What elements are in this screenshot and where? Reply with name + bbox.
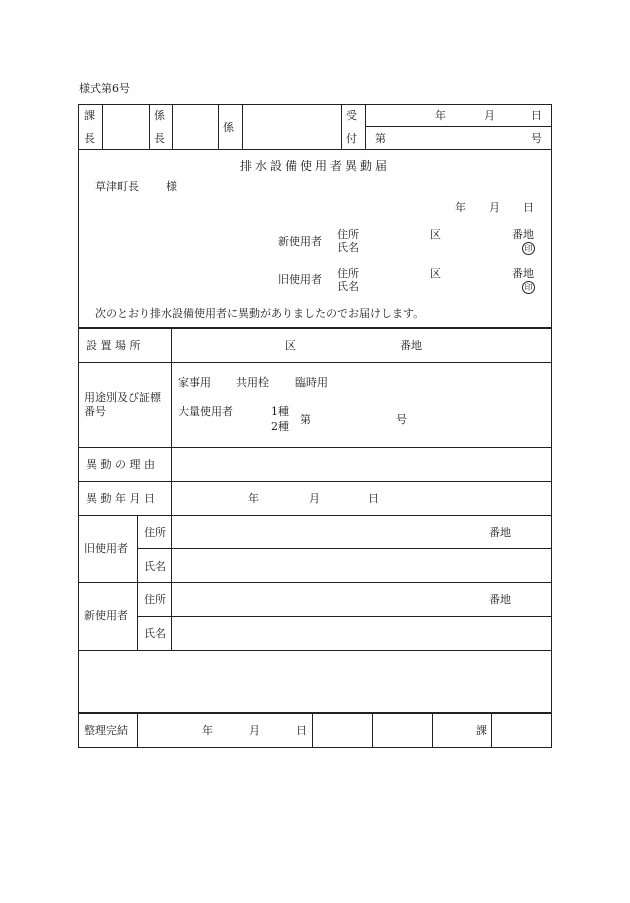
receipt-month: 月 — [484, 109, 495, 122]
kakari-label: 係 — [154, 109, 165, 122]
old-user-banchi: 番地 — [512, 267, 534, 280]
old-user-name-row-label: 氏名 — [144, 560, 166, 573]
kakari2-label: 係 — [223, 121, 234, 134]
old-user-address-label: 住所 — [337, 267, 359, 280]
new-user-banchi: 番地 — [512, 228, 534, 241]
change-date-label: 異 動 年 月 日 — [86, 492, 155, 505]
usage-option-shared: 共用栓 — [236, 376, 269, 389]
tsuke-label: 付 — [346, 132, 357, 145]
old-user-seal-icon: 印 — [522, 281, 535, 294]
new-user-address-label: 住所 — [337, 228, 359, 241]
notice-year: 年 — [455, 201, 466, 214]
change-year: 年 — [248, 492, 259, 505]
new-user-ku: 区 — [430, 228, 441, 241]
location-ku: 区 — [285, 339, 296, 352]
receipt-day: 日 — [531, 109, 542, 122]
old-user-address-row-label: 住所 — [144, 526, 166, 539]
type-2: 2種 — [271, 420, 289, 433]
receipt-go: 号 — [531, 132, 542, 145]
completion-day: 日 — [296, 724, 307, 737]
uke-label: 受 — [346, 109, 357, 122]
new-user-name-label: 氏名 — [337, 241, 359, 254]
usage-option-household: 家事用 — [178, 376, 211, 389]
cho-label: 長 — [84, 132, 95, 145]
usage-label-line1: 用途別及び証標 — [84, 391, 161, 404]
reason-label: 異 動 の 理 由 — [86, 458, 155, 471]
receipt-dai: 第 — [375, 132, 386, 145]
form-title: 排水設備使用者異動届 — [240, 159, 391, 173]
location-label: 設 置 場 所 — [86, 339, 141, 352]
addressee-sama: 様 — [166, 180, 177, 193]
new-user-row-label: 新使用者 — [84, 609, 128, 622]
type-1: 1種 — [271, 405, 289, 418]
usage-dai: 第 — [300, 413, 311, 426]
receipt-year: 年 — [435, 109, 446, 122]
change-day: 日 — [368, 492, 379, 505]
change-month: 月 — [309, 492, 320, 505]
new-user-banchi-row: 番地 — [489, 593, 511, 606]
completion-month: 月 — [249, 724, 260, 737]
location-banchi: 番地 — [400, 339, 422, 352]
usage-go: 号 — [396, 413, 407, 426]
form-number: 様式第6号 — [79, 82, 130, 95]
completion-label: 整理完結 — [84, 724, 128, 737]
new-user-address-row-label: 住所 — [144, 593, 166, 606]
notice-statement: 次のとおり排水設備使用者に異動がありましたのでお届けします。 — [95, 307, 425, 320]
usage-label-line2: 番号 — [84, 405, 106, 418]
completion-ka: 課 — [476, 724, 487, 737]
ka-label: 課 — [84, 109, 95, 122]
usage-option-temporary: 臨時用 — [295, 376, 328, 389]
old-user-banchi-row: 番地 — [489, 526, 511, 539]
kakari-cho-label: 長 — [154, 132, 165, 145]
old-user-name-label: 氏名 — [337, 280, 359, 293]
new-user-name-row-label: 氏名 — [144, 627, 166, 640]
new-user-label: 新使用者 — [278, 235, 322, 248]
addressee: 草津町長 — [95, 180, 139, 193]
new-user-seal-icon: 印 — [522, 242, 535, 255]
completion-year: 年 — [202, 724, 213, 737]
old-user-ku: 区 — [430, 267, 441, 280]
old-user-row-label: 旧使用者 — [84, 542, 128, 555]
old-user-label: 旧使用者 — [278, 273, 322, 286]
large-user-label: 大量使用者 — [178, 405, 233, 418]
notice-month: 月 — [489, 201, 500, 214]
notice-day: 日 — [523, 201, 534, 214]
